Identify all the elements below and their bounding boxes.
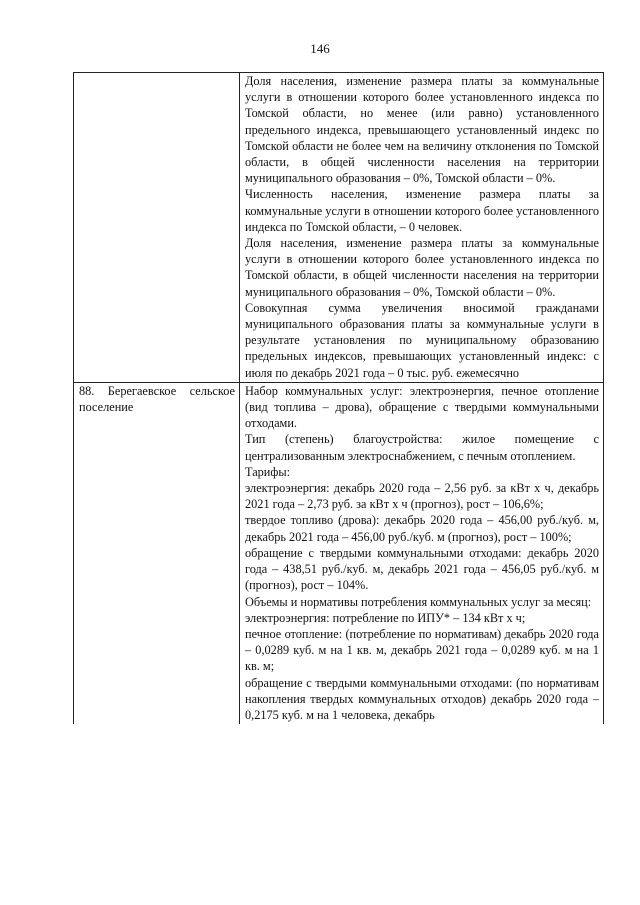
municipality-cell: 88. Берегаевское сельское поселение xyxy=(74,382,240,724)
paragraph: Доля населения, изменение размера платы за коммунальные услуги в отношении которого более установленного индекса по Томской области, но менее (или равно) установленного предельного индекса, превышающего установленный индекс по Томской области не более чем на величину отклонения по Томской области, в общей численности населения на территории муниципального образования – 0%, Томской области – 0%. xyxy=(245,74,599,186)
document-table xyxy=(73,72,604,724)
paragraph: Совокупная сумма увеличения вносимой гражданами муниципального образования платы за коммунальные услуги в результате установления по муниципальному образованию предельных индексов, превышающих установленный индекс: с июля по декабрь 2021 года – 0 тыс. руб. ежемесячно xyxy=(245,300,599,380)
paragraph: электроэнергия: декабрь 2020 года – 2,56 руб. за кВт х ч, декабрь 2021 года – 2,73 руб. за кВт х ч (прогноз), рост – 106,6%; xyxy=(245,481,599,512)
municipality-cell xyxy=(74,73,240,383)
page-number: 146 xyxy=(310,41,330,56)
paragraph: Объемы и нормативы потребления коммунальных услуг за месяц: xyxy=(245,594,592,609)
paragraph: печное отопление: (потребление по нормативам) декабрь 2020 года – 0,0289 куб. м на 1 кв. м, декабрь 2021 года – 0,0289 куб. м на 1 кв. м; xyxy=(245,626,599,674)
paragraph: Тип (степень) благоустройства: жилое помещение с централизованным электроснабжением, с печным отоплением. xyxy=(245,432,599,463)
paragraph: Доля населения, изменение размера платы за коммунальные услуги в отношении которого более установленного индекса по Томской области, в общей численности населения на территории муниципального образования – 0%, Томской области – 0%. xyxy=(245,236,599,299)
table-row xyxy=(74,382,604,724)
description-cell xyxy=(240,73,604,383)
paragraph: Численность населения, изменение размера платы за коммунальные услуги в отношении которого более установленного индекса по Томской области, – 0 человек. xyxy=(245,187,599,234)
paragraph: Тарифы: xyxy=(245,464,291,479)
paragraph: обращение с твердыми коммунальными отходами: (по нормативам накопления твердых коммунальных отходов) декабрь 2020 года – 0,2175 куб. м на 1 человека, декабрь xyxy=(245,675,599,722)
table-row xyxy=(74,73,604,383)
paragraph: электроэнергия: потребление по ИПУ* – 134 кВт х ч; xyxy=(245,610,526,625)
description-cell xyxy=(240,382,604,724)
paragraph: обращение с твердыми коммунальными отходами: декабрь 2020 года – 438,51 руб./куб. м, декабрь 2021 года – 456,05 руб./куб. м (прогноз), рост – 104%. xyxy=(245,545,599,593)
paragraph: Набор коммунальных услуг: электроэнергия, печное отопление (вид топлива – дрова), обращение с твердыми коммунальными отходами. xyxy=(245,383,599,431)
paragraph: твердое топливо (дрова): декабрь 2020 года – 456,00 руб./куб. м, декабрь 2021 года – 456,00 руб./куб. м (прогноз), рост – 100%; xyxy=(245,513,599,544)
